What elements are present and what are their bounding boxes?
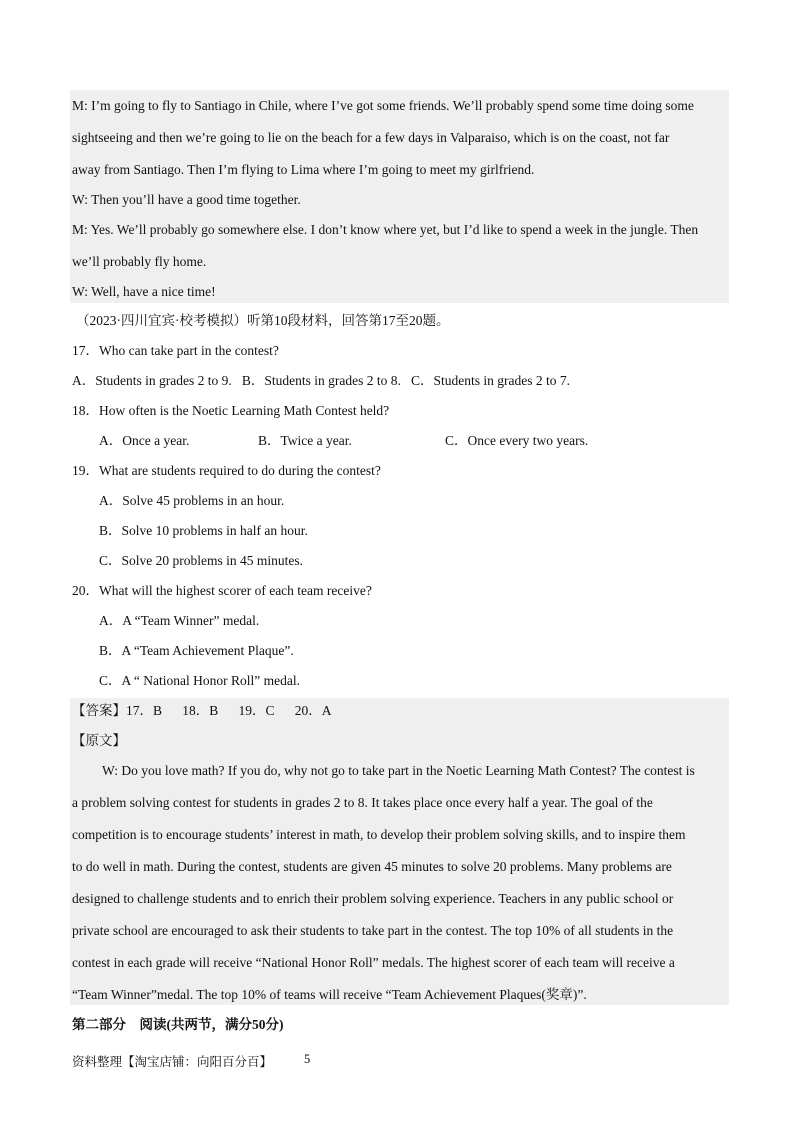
- question-18-stem: 18．How often is the Noetic Learning Math Contest held?: [72, 403, 390, 418]
- dialogue-line: sightseeing and then we’re going to lie on the beach for a few days in Valparaiso, which is on the coast, not far: [72, 130, 670, 145]
- question-18-option-b: B．Twice a year.: [258, 433, 352, 448]
- footer-source: 资料整理【淘宝店铺：向阳百分百】: [72, 1055, 273, 1069]
- part-two-heading: 第二部分 阅读(共两节，满分50分): [72, 1017, 284, 1032]
- question-18-option-c: C．Once every two years.: [445, 433, 589, 448]
- transcript-line: to do well in math. During the contest, students are given 45 minutes to solve 20 problems. Many problems are: [72, 859, 672, 874]
- question-20-option-a: A．A “Team Winner” medal.: [99, 613, 260, 628]
- question-18-option-a: A．Once a year.: [99, 433, 190, 448]
- dialogue-line: away from Santiago. Then I’m flying to Lima where I’m going to meet my girlfriend.: [72, 162, 535, 177]
- answer-key: 【答案】17．B 18．B 19．C 20．A: [72, 703, 332, 718]
- transcript-line: a problem solving contest for students in grades 2 to 8. It takes place once every half a year. The goal of the: [72, 795, 653, 810]
- question-19-option-a: A．Solve 45 problems in an hour.: [99, 493, 285, 508]
- transcript-line: private school are encouraged to ask their students to take part in the contest. The top 10% of all students in the: [72, 923, 674, 938]
- question-19-stem: 19．What are students required to do during the contest?: [72, 463, 381, 478]
- transcript-line: competition is to encourage students’ interest in math, to develop their problem solving skills, and to inspire them: [72, 827, 686, 842]
- page-number: 5: [304, 1052, 311, 1066]
- question-19-option-b: B．Solve 10 problems in half an hour.: [99, 523, 308, 538]
- transcript-line: W: Do you love math? If you do, why not go to take part in the Noetic Learning Math Contest? The contest is: [102, 763, 695, 778]
- dialogue-line: W: Well, have a nice time!: [72, 284, 216, 299]
- question-20-option-b: B．A “Team Achievement Plaque”.: [99, 643, 294, 658]
- dialogue-line: W: Then you’ll have a good time together.: [72, 192, 301, 207]
- question-20-stem: 20．What will the highest scorer of each team receive?: [72, 583, 372, 598]
- question-19-option-c: C．Solve 20 problems in 45 minutes.: [99, 553, 303, 568]
- transcript-line: designed to challenge students and to enrich their problem solving experience. Teachers in any public school or: [72, 891, 674, 906]
- question-17-options: A．Students in grades 2 to 9. B．Students in grades 2 to 8. C．Students in grades 2 to 7.: [72, 373, 570, 388]
- transcript-line: contest in each grade will receive “National Honor Roll” medals. The highest scorer of each team will receive a: [72, 955, 675, 970]
- transcript-line: “Team Winner”medal. The top 10% of teams will receive “Team Achievement Plaques(奖章)”.: [72, 987, 587, 1002]
- dialogue-line: M: I’m going to fly to Santiago in Chile, where I’ve got some friends. We’ll probably spend some time doing some: [72, 98, 694, 113]
- question-17-stem: 17．Who can take part in the contest?: [72, 343, 279, 358]
- dialogue-line: we’ll probably fly home.: [72, 254, 207, 269]
- dialogue-line: M: Yes. We’ll probably go somewhere else. I don’t know where yet, but I’d like to spend a week in the jungle. Then: [72, 222, 699, 237]
- section-intro: （2023·四川宜宾·校考模拟）听第10段材料，回答第17至20题。: [76, 313, 450, 328]
- original-text-label: 【原文】: [72, 733, 126, 748]
- question-20-option-c: C．A “ National Honor Roll” medal.: [99, 673, 300, 688]
